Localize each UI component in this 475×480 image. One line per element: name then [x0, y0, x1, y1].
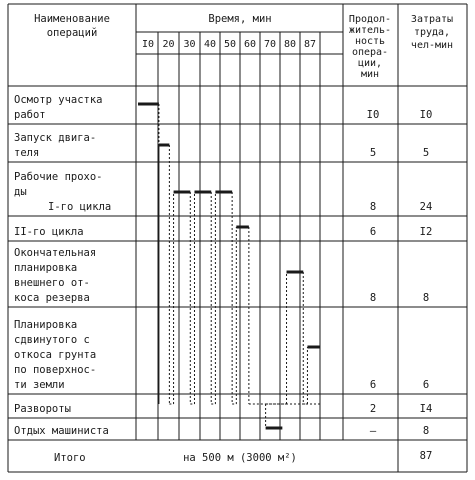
- operation-name-line: ды: [14, 186, 27, 198]
- operation-name-line: Развороты: [14, 403, 71, 415]
- row-duration: 8: [369, 201, 377, 213]
- time-tick-label: 20: [162, 39, 175, 50]
- row-duration: 6: [369, 226, 377, 238]
- header-operation-line: операций: [46, 27, 98, 39]
- operation-name-line: ти земли: [14, 379, 65, 391]
- operation-name-line: Рабочие прохо-: [14, 171, 103, 183]
- operation-name-line: внешнего от-: [14, 277, 90, 289]
- time-tick-label: I0: [141, 39, 155, 50]
- operation-name-line: коса резерва: [14, 292, 90, 304]
- header-duration-line: ность: [354, 36, 386, 47]
- operation-name-line: II-го цикла: [14, 226, 84, 238]
- header-duration-line: мин: [360, 69, 380, 80]
- time-tick-label: 87: [303, 39, 317, 50]
- header-duration-line: ции,: [357, 58, 383, 69]
- operation-name-line: Отдых машиниста: [14, 425, 109, 437]
- row-labor: I2: [419, 226, 433, 238]
- header-duration-line: опера-: [351, 47, 389, 58]
- row-duration: 2: [369, 403, 377, 415]
- time-tick-label: 30: [183, 39, 196, 50]
- row-labor: 5: [422, 147, 430, 159]
- row-labor: 24: [419, 201, 433, 213]
- operation-name-line: I-го цикла: [48, 201, 112, 213]
- row-duration: I0: [366, 109, 380, 121]
- operation-name-line: планировка: [14, 262, 78, 274]
- footer-labor-total: 87: [419, 450, 433, 462]
- time-tick-label: 60: [243, 39, 257, 50]
- time-tick-label: 50: [223, 39, 237, 50]
- time-tick-label: 70: [263, 39, 277, 50]
- row-duration: 8: [369, 292, 377, 304]
- header-operation-line: Наименование: [34, 13, 110, 25]
- table-frame: [8, 4, 467, 472]
- header-labor-line: Затраты: [410, 14, 454, 25]
- operation-name-line: откоса грунта: [14, 349, 97, 361]
- time-tick-label: 40: [203, 39, 217, 50]
- row-duration: 5: [369, 147, 377, 159]
- operation-name-line: по поверхнос-: [14, 364, 97, 376]
- row-duration: 6: [369, 379, 377, 391]
- time-tick-label: 80: [283, 39, 297, 50]
- operation-name-line: Планировка: [14, 319, 78, 331]
- header-duration-line: житель-: [348, 25, 392, 36]
- footer-label: Итого: [54, 452, 86, 464]
- footer-note: на 500 м (3000 м²): [183, 452, 297, 464]
- operation-name-line: теля: [14, 147, 40, 159]
- header-labor-line: труда,: [413, 27, 451, 38]
- operation-name-line: сдвинутого с: [14, 334, 90, 346]
- operation-name-line: Осмотр участка: [14, 94, 103, 106]
- row-labor: 6: [422, 379, 430, 391]
- header-labor-line: чел-мин: [410, 40, 454, 51]
- row-labor: I4: [419, 403, 433, 415]
- operation-name-line: Окончательная: [14, 247, 97, 259]
- header-time: Время, мин: [208, 13, 272, 25]
- operation-name-line: работ: [14, 109, 46, 121]
- row-labor: 8: [422, 292, 430, 304]
- row-labor: I0: [419, 109, 433, 121]
- header-duration-line: Продол-: [348, 14, 392, 25]
- row-labor: 8: [422, 425, 430, 437]
- operation-name-line: Запуск двига-: [14, 132, 97, 144]
- row-duration: –: [369, 425, 377, 437]
